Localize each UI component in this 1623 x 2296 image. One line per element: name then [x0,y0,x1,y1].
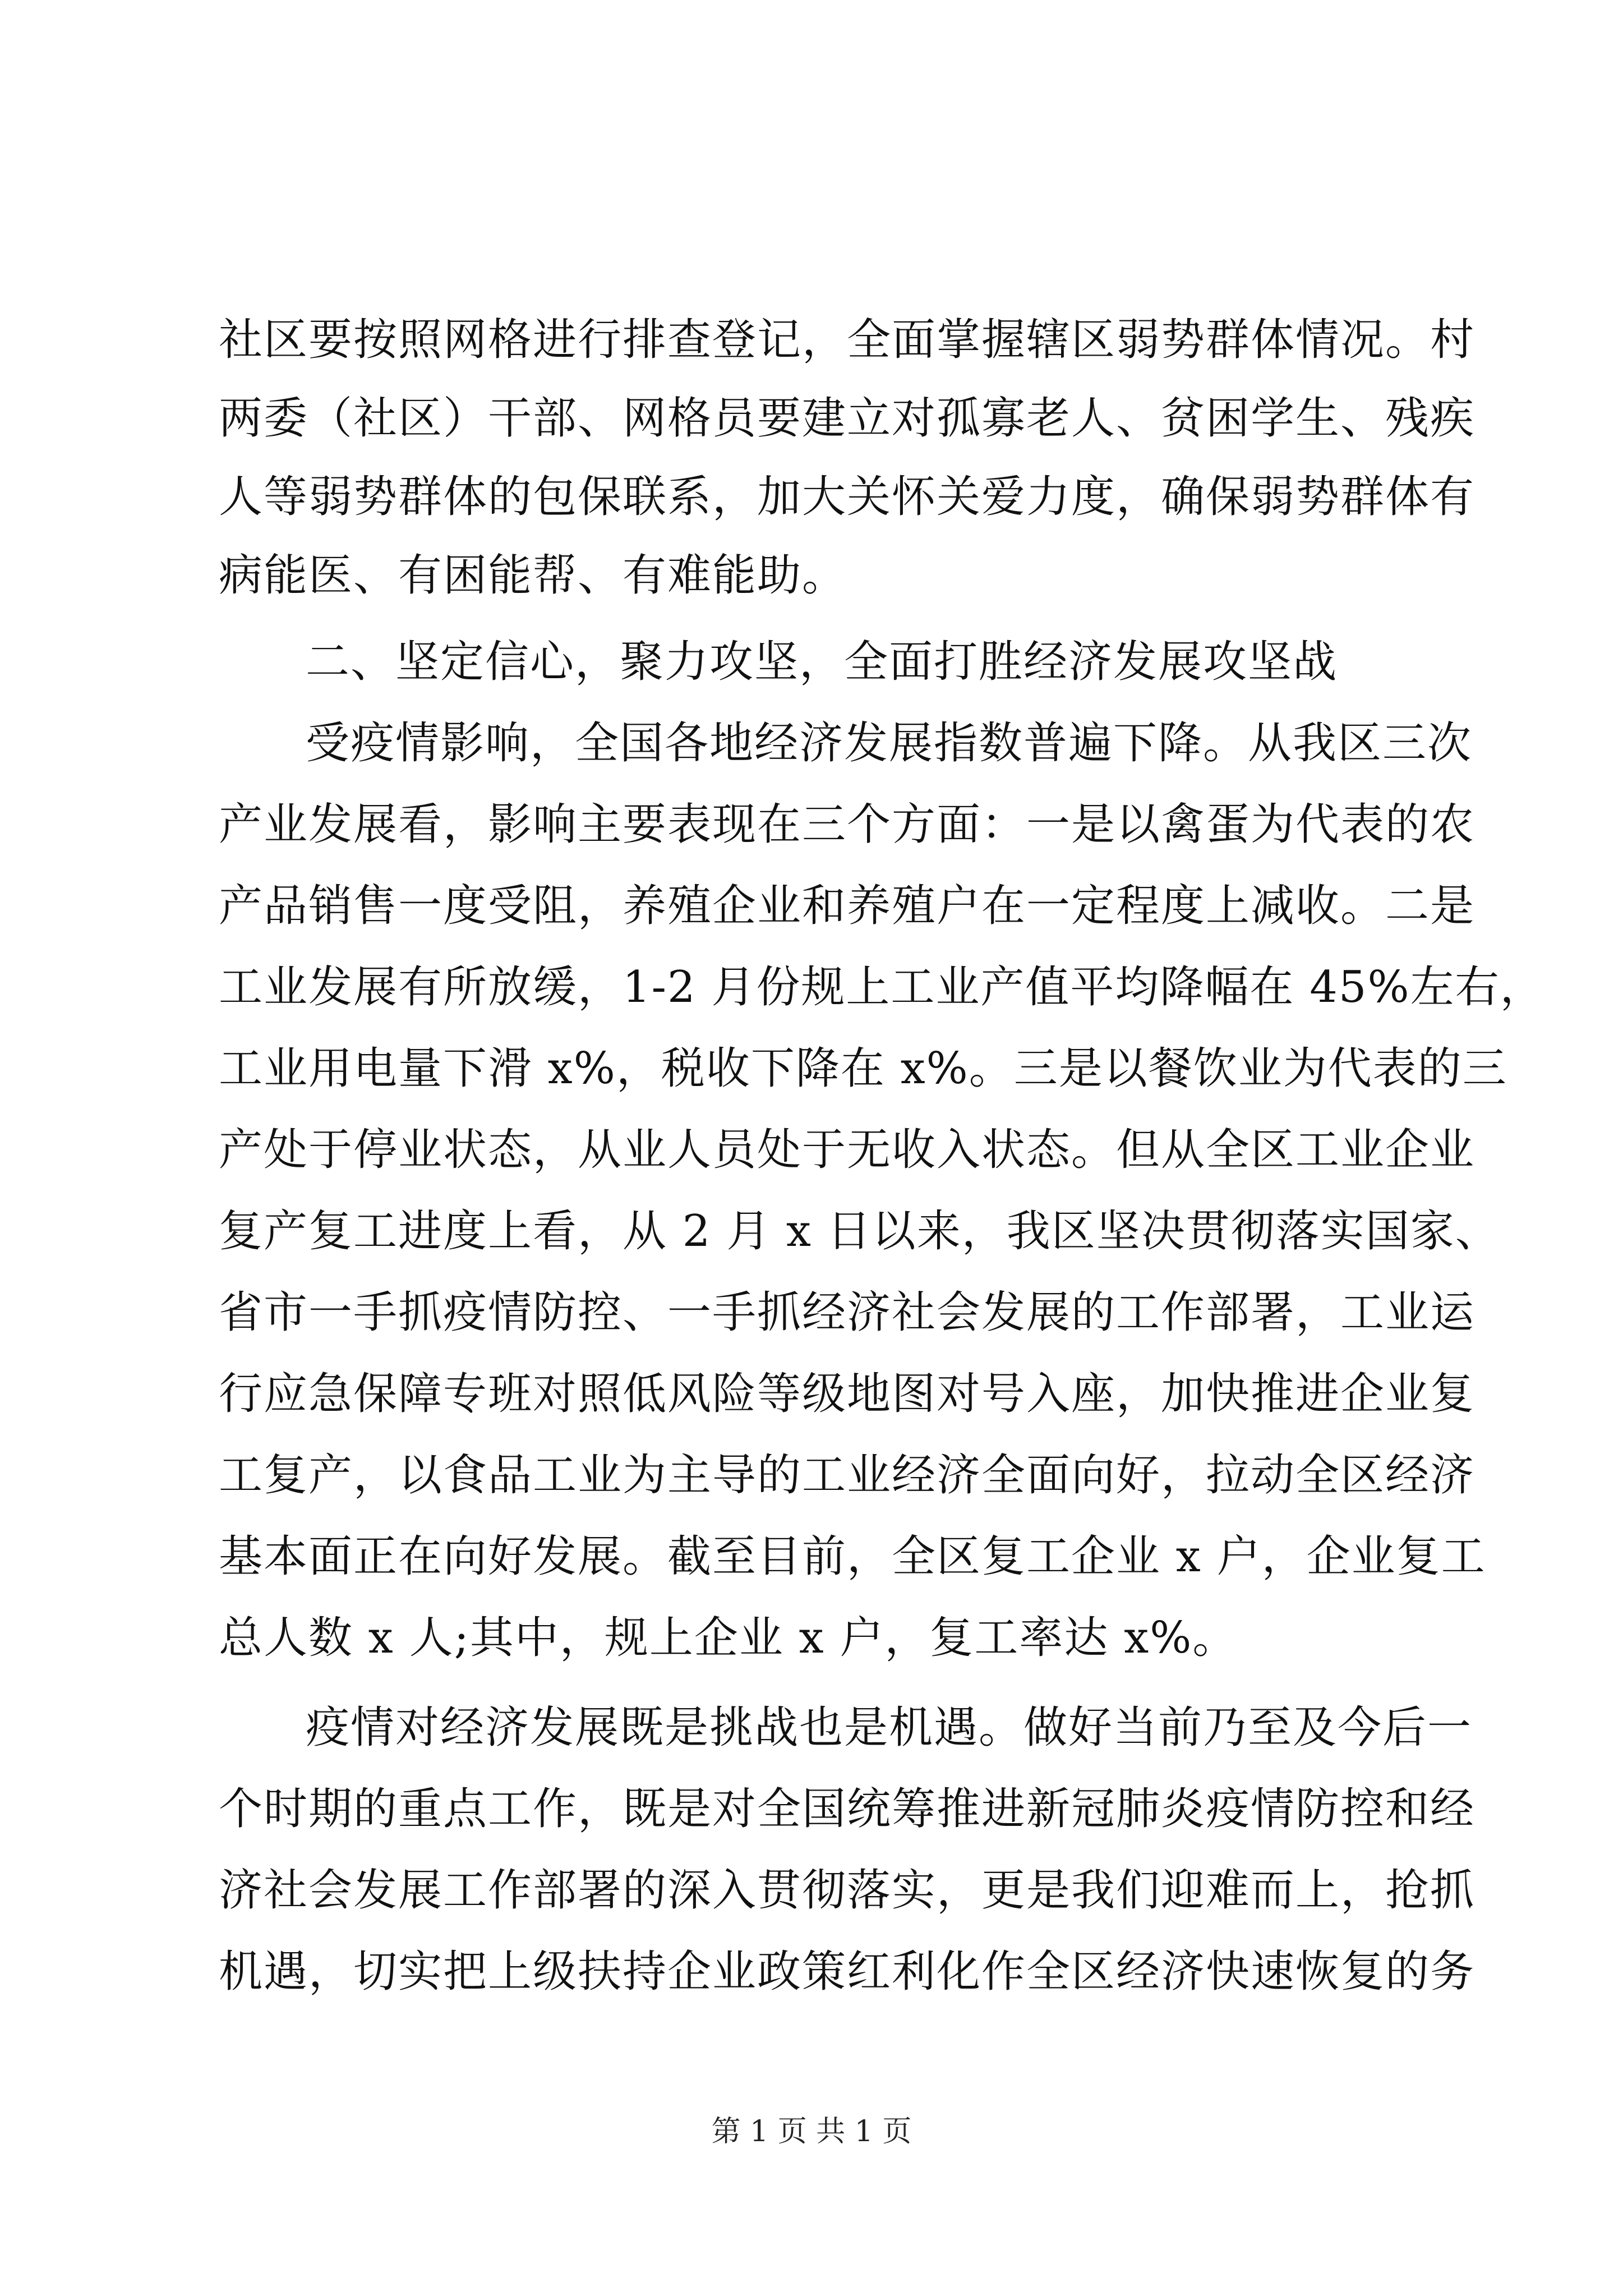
text-line: 病能医、有困能帮、有难能助。 [219,550,847,601]
text-line: 人等弱势群体的包保联系，加大关怀关爱力度，确保弱势群体有 [219,472,1476,522]
text-line: 疫情对经济发展既是挑战也是机遇。做好当前乃至及今后一 [306,1703,1473,1753]
text-line: 两委（社区）干部、网格员要建立对孤寡老人、贫困学生、残疾 [219,393,1476,444]
text-line: 工业发展有所放缓，1-2 月份规上工业产值平均降幅在 45%左右， [219,962,1545,1013]
text-line: 个时期的重点工作，既是对全国统筹推进新冠肺炎疫情防控和经 [219,1784,1476,1834]
text-line: 产业发展看，影响主要表现在三个方面：一是以禽蛋为代表的农 [219,799,1476,850]
text-line: 机遇，切实把上级扶持企业政策红利化作全区经济快速恢复的务 [219,1947,1476,1997]
page-number-footer: 第 1 页 共 1 页 [711,2115,912,2148]
text-line: 济社会发展工作部署的深入贯彻落实，更是我们迎难而上，抢抓 [219,1865,1476,1916]
text-line: 社区要按照网格进行排查登记，全面掌握辖区弱势群体情况。村 [219,315,1476,365]
text-line: 工复产，以食品工业为主导的工业经济全面向好，拉动全区经济 [219,1450,1476,1501]
text-line: 总人数 x 人;其中，规上企业 x 户，复工率达 x%。 [219,1613,1238,1663]
text-line: 行应急保障专班对照低风险等级地图对号入座，加快推进企业复 [219,1369,1476,1419]
text-line: 省市一手抓疫情防控、一手抓经济社会发展的工作部署，工业运 [219,1287,1476,1338]
text-line: 复产复工进度上看，从 2 月 x 日以来，我区坚决贯彻落实国家、 [219,1206,1500,1257]
text-line: 工业用电量下滑 x%，税收下降在 x%。三是以餐饮业为代表的三 [219,1043,1507,1094]
section-heading: 二、坚定信心，聚力攻坚，全面打胜经济发展攻坚战 [306,637,1338,687]
text-line: 受疫情影响，全国各地经济发展指数普遍下降。从我区三次 [306,718,1473,769]
text-line: 产品销售一度受阻，养殖企业和养殖户在一定程度上减收。二是 [219,881,1476,931]
text-line: 产处于停业状态，从业人员处于无收入状态。但从全区工业企业 [219,1125,1476,1175]
text-line: 基本面正在向好发展。截至目前，全区复工企业 x 户，企业复工 [219,1531,1486,1582]
